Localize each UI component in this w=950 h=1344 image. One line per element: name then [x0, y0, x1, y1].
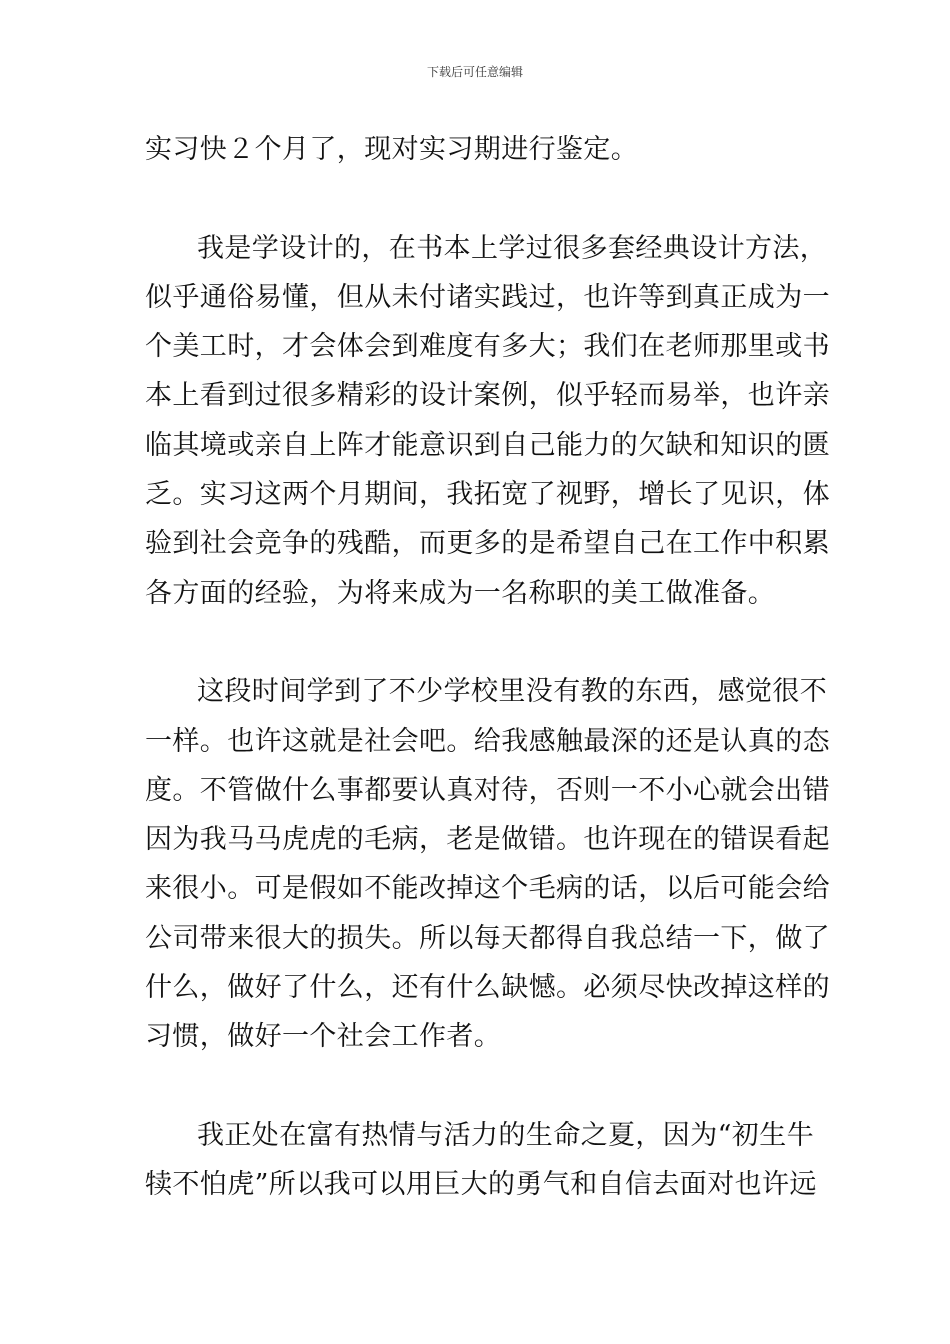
text-line: 我正处在富有热情与活力的生命之夏，因为“初生牛 [197, 1119, 815, 1151]
paragraph-3 [145, 667, 830, 1061]
text-line: 犊不怕虎”所以我可以用巨大的勇气和自信去面对也许远 [145, 1169, 817, 1201]
text-line: 我是学设计的，在书本上学过很多套经典设计方法， [197, 232, 828, 264]
text-line: 乏。实习这两个月期间，我拓宽了视野，增长了见识，体 [145, 479, 830, 511]
text-line: 公司带来很大的损失。所以每天都得自我总结一下，做了 [145, 922, 830, 954]
text-line: 来很小。可是假如不能改掉这个毛病的话，以后可能会给 [145, 873, 830, 905]
text-line: 什么，做好了什么，还有什么缺憾。必须尽快改掉这样的 [145, 972, 830, 1004]
paragraph-1 [145, 125, 805, 174]
text-line: 似乎通俗易懂，但从未付诸实践过，也许等到真正成为一 [145, 281, 830, 313]
text-line: 这段时间学到了不少学校里没有教的东西，感觉很不 [197, 676, 828, 708]
text-line: 习惯，做好一个社会工作者。 [145, 1021, 502, 1053]
text-line: 个美工时，才会体会到难度有多大；我们在老师那里或书 [145, 331, 830, 363]
text-line: 各方面的经验，为将来成为一名称职的美工做准备。 [145, 577, 776, 609]
text-line: 临其境或亲自上阵才能意识到自己能力的欠缺和知识的匮 [145, 429, 830, 461]
text-line: 一样。也许这就是社会吧。给我感触最深的还是认真的态 [145, 725, 830, 757]
paragraph-4 [145, 1111, 817, 1210]
paragraph-spacer [145, 1062, 805, 1111]
paragraph-spacer [145, 174, 805, 223]
text-line: 实习快２个月了，现对实习期进行鉴定。 [145, 134, 639, 165]
paragraph-spacer [145, 618, 805, 667]
document-body [145, 125, 830, 1210]
text-line: 本上看到过很多精彩的设计案例，似乎轻而易举，也许亲 [145, 380, 830, 412]
text-line: 度。不管做什么事都要认真对待，否则一不小心就会出错 [145, 774, 830, 806]
text-line: 因为我马马虎虎的毛病，老是做错。也许现在的错误看起 [145, 824, 830, 856]
paragraph-2 [145, 224, 830, 618]
page-header: 下载后可任意编辑 [426, 65, 523, 79]
text-line: 验到社会竞争的残酷，而更多的是希望自己在工作中积累 [145, 528, 830, 560]
